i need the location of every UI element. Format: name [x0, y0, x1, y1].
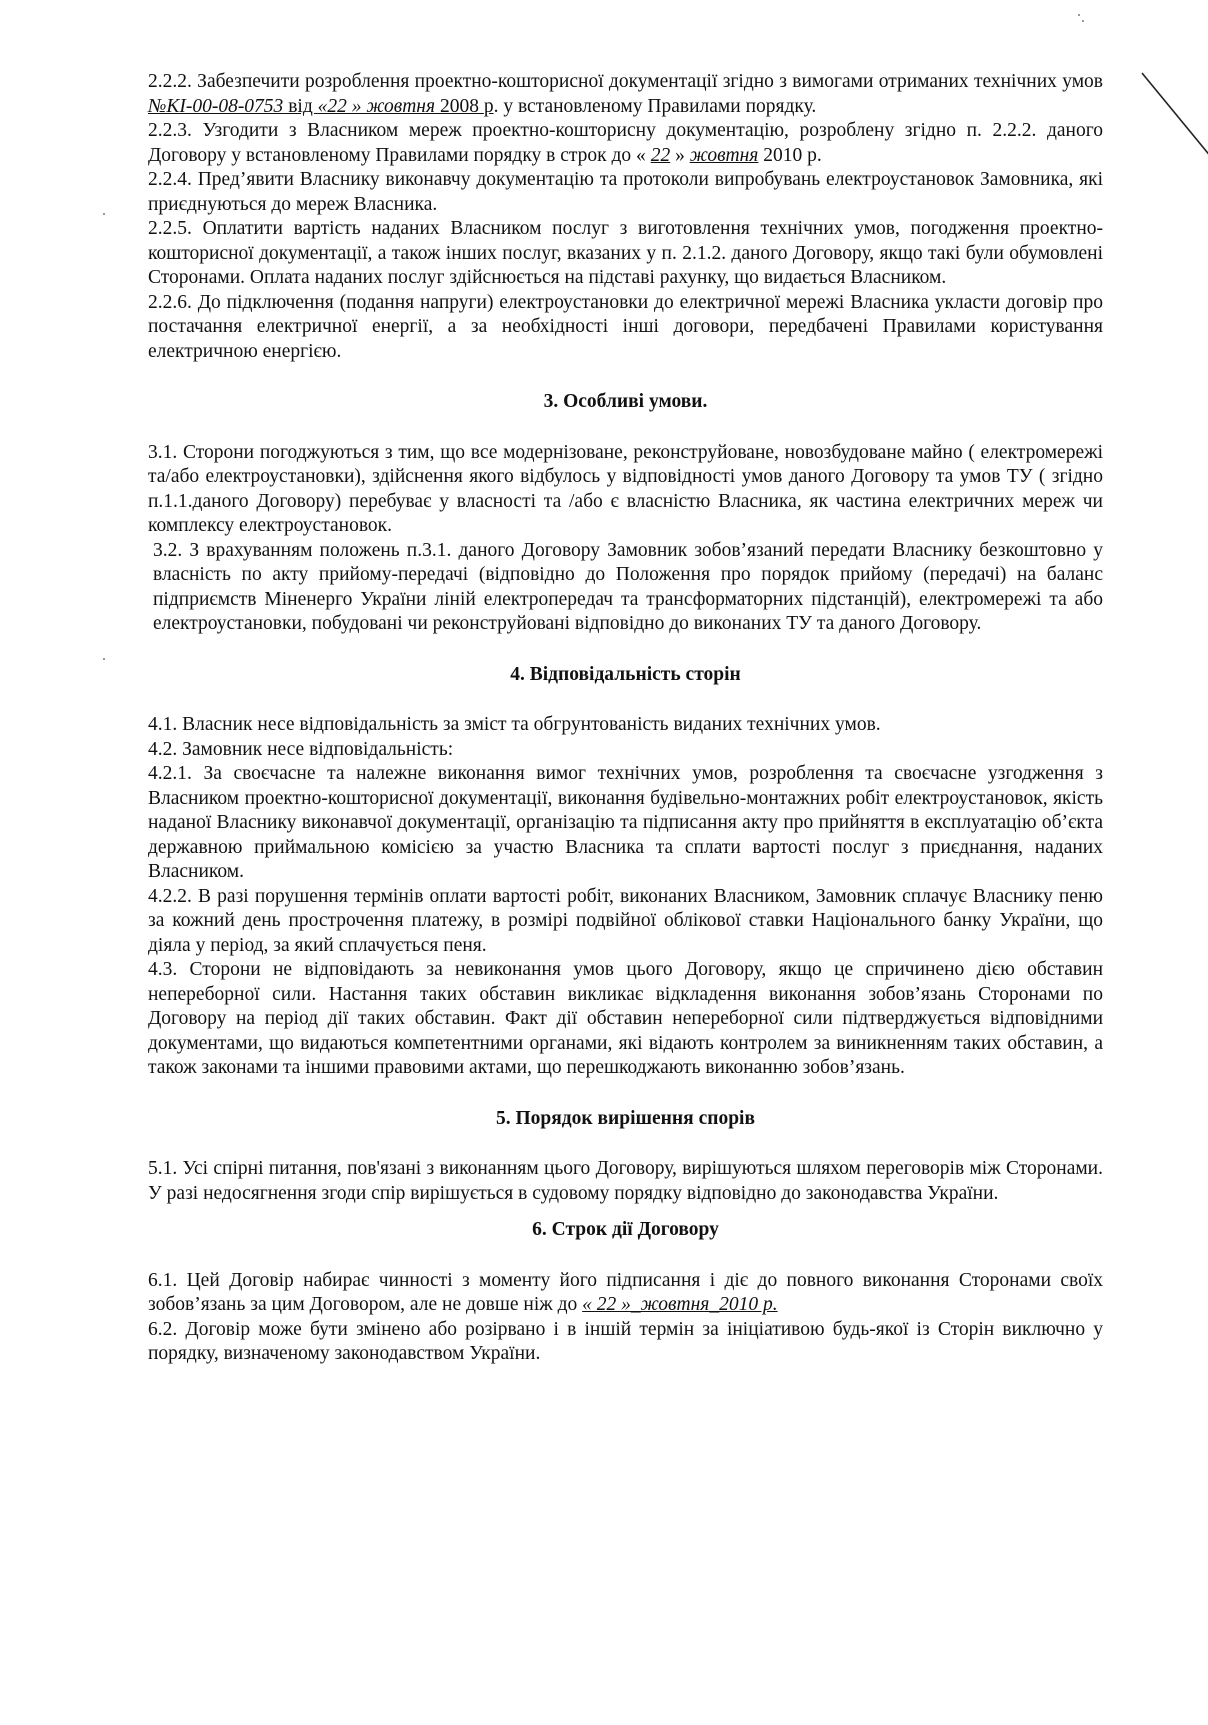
clause-text: 2.2.3. Узгодити з Власником мереж проектно-кошторисну документацію, розроблену згідно п. 2.2.2. даного Договору у встановленому Правилами порядку в строк до «	[148, 120, 1103, 166]
clause-3-2: 3.2. З врахуванням положень п.3.1. даного Договору Замовник зобов’язаний передати Власнику безкоштовно у власність по акту прийому-передачі (відповідно до Положення про порядок прийому (передачі) на баланс підприємств Міненерго України ліній електропередач та трансформаторних підстанцій), електромережі та або електроустановки, побудовані чи реконструйовані відповідно до виконаних ТУ та даного Договору.	[153, 539, 1103, 634]
clause-4-1: 4.1. Власник несе відповідальність за зміст та обгрунтованість виданих технічних умов.	[148, 714, 881, 735]
clause-text: . у встановленому Правилами порядку.	[493, 95, 817, 117]
clause-6-2: 6.2. Договір може бути змінено або розірвано і в іншій термін за ініціативою будь-якої із Сторін виключно у порядку, визначеному законодавством України.	[148, 1318, 1103, 1364]
scan-speck	[103, 658, 105, 660]
margin-pen-mark	[1140, 65, 1208, 165]
clause-text: »	[670, 144, 690, 166]
clause-2-2-3	[148, 119, 1103, 168]
section-heading-3: 3. Особливі умови.	[543, 391, 708, 412]
section-heading-4: 4. Відповідальність сторін	[510, 663, 741, 685]
clause-text: 2.2.2. Забезпечити розроблення проектно-кошторисної документації згідно з вимогами отриманих технічних умов	[148, 71, 1103, 92]
clause-2-2-5: 2.2.5. Оплатити вартість наданих Власником послуг з виготовлення технічних умов, погодження проектно-кошторисної документації, а також інших послуг, вказаних у п. 2.1.2. даного Договору, якщо такі були обумовлені Сторонами. Оплата наданих послуг здійснюється на підставі рахунку, що видається Власником.	[148, 218, 1103, 288]
clause-2-2-2	[148, 70, 1103, 119]
scan-speck	[1078, 14, 1080, 16]
clause-6-1	[148, 1269, 1103, 1318]
document-body	[148, 70, 1103, 1367]
clause-3-1: 3.1. Сторони погоджуються з тим, що все модернізоване, реконструйоване, новозбудоване майно ( електромережі та/або електроустановки), здійснення якого відбулось у відповідності умов даного Договору та умов ТУ ( згідно п.1.1.даного Договору) перебуває у власності та /або є власністю Власника, як частина електричних мереж чи комплексу електроустановок.	[148, 441, 1103, 536]
contract-end-date: « 22 »_жовтня_2010 р.	[582, 1294, 778, 1315]
deadline-month: жовтня	[689, 144, 759, 166]
clause-4-2-2: 4.2.2. В разі порушення термінів оплати вартості робіт, виконаних Власником, Замовник сплачує Власнику пеню за кожний день прострочення платежу, в розмірі подвійної облікової ставки Національного банку України, що діяла у період, за який сплачується пеня.	[148, 885, 1103, 956]
clause-4-2-1: 4.2.1. За своєчасне та належне виконання вимог технічних умов, розроблення та своєчасне узгодження з Власником проектно-кошторисної документації, виконання будівельно-монтажних робіт електроустановок, якість наданої Власнику виконавчої документації, організацію та підписання акту про прийняття в експлуатацію об’єкта державною приймальною комісією за участю Власника та сплати вартості послуг з приєднання, наданих Власником.	[148, 763, 1103, 882]
deadline-year: 2010 р.	[758, 144, 822, 166]
clause-4-2: 4.2. Замовник несе відповідальність:	[148, 738, 454, 760]
clause-text: р	[483, 95, 494, 117]
scan-speck	[103, 213, 105, 215]
clause-2-2-4: 2.2.4. Пред’явити Власнику виконавчу документацію та протоколи випробувань електроустановок Замовника, які приєднуються до мереж Власника.	[148, 169, 1103, 215]
clause-text: від	[283, 95, 318, 117]
clause-text: 6.1. Цей Договір набирає чинності з моменту його підписання і діє до повного виконання Сторонами своїх зобов’язань за цим Договором, але не довше ніж до	[148, 1269, 1103, 1315]
tech-conditions-date: «22 » жовтня	[317, 95, 436, 117]
clause-5-1: 5.1. Усі спірні питання, пов'язані з виконанням цього Договору, вирішуються шляхом переговорів між Сторонами. У разі недосягнення згоди спір вирішується в судовому порядку відповідно до законодавства України.	[148, 1158, 1103, 1204]
section-heading-6: 6. Строк дії Договору	[532, 1219, 719, 1240]
deadline-day: 22	[650, 144, 671, 166]
section-heading-5: 5. Порядок вирішення спорів	[495, 1107, 755, 1129]
scan-speck	[1082, 20, 1084, 22]
clause-4-3: 4.3. Сторони не відповідають за невиконання умов цього Договору, якщо це спричинено дією обставин непереборної сили. Настання таких обставин викликає відкладення виконання зобов’язань Сторонами по Договору на період дії таких обставин. Факт дії обставин непереборної сили підтверджується відповідними документами, що видаються компетентними органами, які відають контролем за виникненням таких обставин, а також законами та іншими правовими актами, що перешкоджають виконанню зобов’язань.	[148, 959, 1103, 1078]
tech-conditions-year: 2008	[435, 95, 484, 117]
tech-conditions-number: №КІ-00-08-0753	[148, 95, 284, 117]
clause-2-2-6: 2.2.6. До підключення (подання напруги) електроустановки до електричної мережі Власника укласти договір про постачання електричної енергії, а за необхідності інші договори, передбачені Правилами користування електричною енергією.	[148, 291, 1103, 362]
